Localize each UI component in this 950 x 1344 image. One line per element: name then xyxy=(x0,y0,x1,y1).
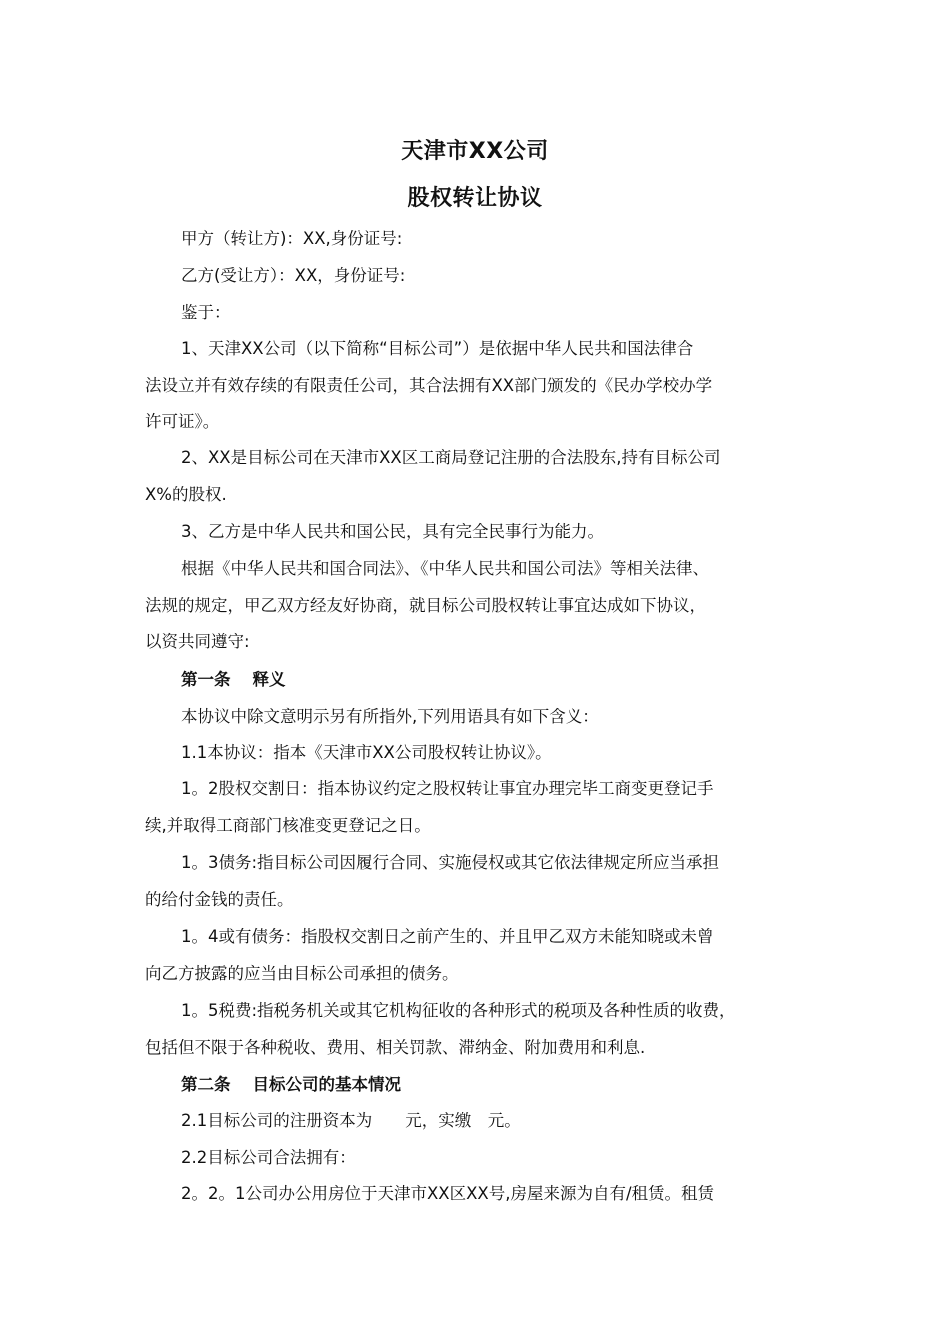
recital-1-line-1: 1、天津XX公司（以下简称“目标公司”）是依据中华人民共和国法律合 xyxy=(181,339,694,358)
recital-3-line: 3、乙方是中华人民共和国公民，具有完全民事行为能力。 xyxy=(181,522,604,541)
article-1-number: 第一条 xyxy=(181,670,231,689)
clause-2-1: 2.1目标公司的注册资本为 元，实缴 元。 xyxy=(181,1111,521,1130)
definition-1-1: 1.1本协议：指本《天津市XX公司股权转让协议》。 xyxy=(181,743,552,762)
whereas-heading: 鉴于： xyxy=(181,303,231,322)
definition-1-3-line-1: 1。3债务:指目标公司因履行合同、实施侵权或其它依法律规定所应当承担 xyxy=(181,853,720,872)
definition-1-4-line-1: 1。4或有债务：指股权交割日之前产生的、并且甲乙双方未能知晓或未曾 xyxy=(181,927,714,946)
recital-2-line-2: X%的股权. xyxy=(145,485,227,504)
definition-1-5-line-1: 1。5税费:指税务机关或其它机构征收的各种形式的税项及各种性质的收费， xyxy=(181,1001,736,1020)
recital-1-line-3: 许可证》。 xyxy=(145,412,220,431)
article-1-heading xyxy=(181,668,286,692)
document-title-company: 天津市XX公司 xyxy=(401,139,549,164)
article-2-name: 目标公司的基本情况 xyxy=(252,1075,401,1094)
document-title-agreement: 股权转让协议 xyxy=(407,186,543,211)
definition-1-5-line-2: 包括但不限于各种税收、费用、相关罚款、滞纳金、附加费用和利息. xyxy=(145,1038,646,1057)
recital-2-line-1: 2、XX是目标公司在天津市XX区工商局登记注册的合法股东,持有目标公司 xyxy=(181,448,721,467)
clause-2-2: 2.2目标公司合法拥有： xyxy=(181,1148,356,1167)
clause-2-2-1: 2。2。1公司办公用房位于天津市XX区XX号,房屋来源为自有/租赁。租赁 xyxy=(181,1184,715,1203)
definition-1-2-line-1: 1。2股权交割日：指本协议约定之股权转让事宜办理完毕工商变更登记手 xyxy=(181,779,714,798)
party-b-line: 乙方(受让方）：XX，身份证号: xyxy=(181,266,406,285)
article-1-intro: 本协议中除文意明示另有所指外,下列用语具有如下含义： xyxy=(181,707,599,726)
article-2-number: 第二条 xyxy=(181,1075,231,1094)
recital-1-line-2: 法设立并有效存续的有限责任公司，其合法拥有XX部门颁发的《民办学校办学 xyxy=(145,376,713,395)
definition-1-3-line-2: 的给付金钱的责任。 xyxy=(145,890,294,909)
definition-1-2-line-2: 续,并取得工商部门核准变更登记之日。 xyxy=(145,816,431,835)
preamble-line-1: 根据《中华人民共和国合同法》、《中华人民共和国公司法》等相关法律、 xyxy=(181,559,709,578)
preamble-line-3: 以资共同遵守: xyxy=(145,632,250,651)
article-1-name: 释义 xyxy=(252,670,286,689)
preamble-line-2: 法规的规定，甲乙双方经友好协商，就目标公司股权转让事宜达成如下协议， xyxy=(145,596,706,615)
article-2-heading xyxy=(181,1073,401,1097)
definition-1-4-line-2: 向乙方披露的应当由目标公司承担的债务。 xyxy=(145,964,459,983)
party-a-line: 甲方（转让方)：XX,身份证号: xyxy=(181,229,403,248)
